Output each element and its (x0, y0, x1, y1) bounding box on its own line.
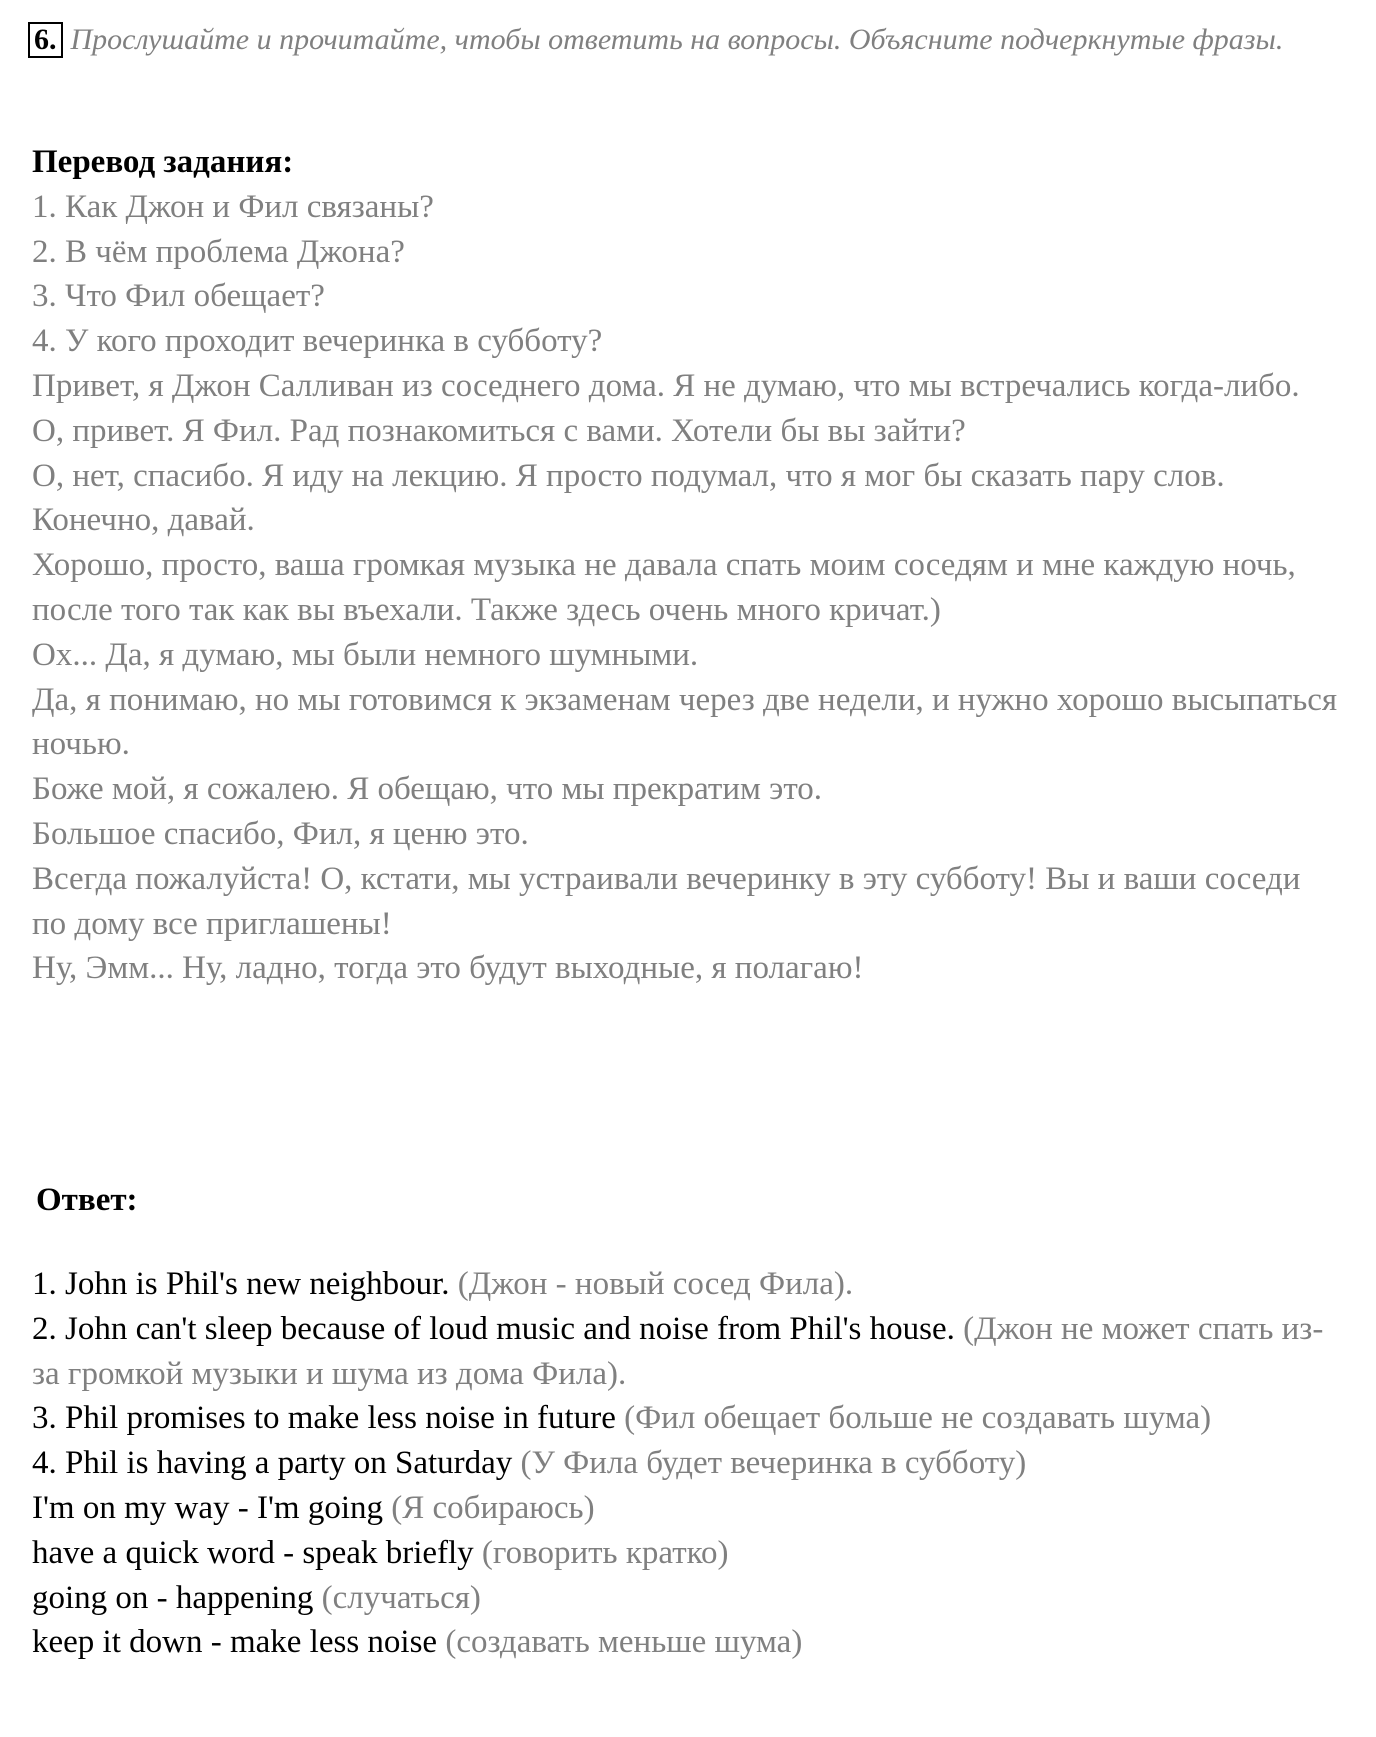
task-instruction: Прослушайте и прочитайте, чтобы ответить на вопросы. Объясните подчеркнутые фразы. (70, 23, 1284, 56)
translation-line: О, нет, спасибо. Я иду на лекцию. Я просто подумал, что я мог бы сказать пару слов. (32, 457, 1225, 494)
translation-line: 3. Что Фил обещает? (32, 278, 325, 315)
translation-line: 4. У кого проходит вечеринка в субботу? (32, 323, 603, 360)
task-number: 6. (28, 22, 63, 58)
answer-item: going on - happening (случаться) (32, 1579, 481, 1616)
translation-line: Конечно, давай. (32, 502, 255, 539)
translation-line: О, привет. Я Фил. Рад познакомиться с вами. Хотели бы вы зайти? (32, 412, 966, 449)
answer-item: 4. Phil is having a party on Saturday (У Фила будет вечеринка в субботу) (32, 1445, 1027, 1482)
translation-line: Да, я понимаю, но мы готовимся к экзаменам через две недели, и нужно хорошо высыпаться ночью. (32, 681, 1338, 763)
translation-line: 2. В чём проблема Джона? (32, 233, 405, 270)
answer-item: 3. Phil promises to make less noise in future (Фил обещает больше не создавать шума) (32, 1400, 1212, 1437)
task-header (28, 20, 1328, 60)
translation-heading: Перевод задания: (32, 144, 294, 180)
translation-line: Всегда пожалуйста! О, кстати, мы устраивали вечеринку в эту субботу! Вы и ваши соседи по дому все приглашены! (32, 860, 1301, 942)
answer-section (32, 1262, 1342, 1665)
translation-line: Ну, Эмм... Ну, ладно, тогда это будут выходные, я полагаю! (32, 950, 864, 987)
translation-line: Ох... Да, я думаю, мы были немного шумными. (32, 636, 699, 673)
answer-item: 1. John is Phil's new neighbour. (Джон - новый сосед Фила). (32, 1266, 854, 1302)
answer-heading: Ответ: (36, 1182, 138, 1218)
answer-item: have a quick word - speak briefly (говорить кратко) (32, 1534, 729, 1571)
translation-section (32, 140, 1342, 991)
translation-line: Большое спасибо, Фил, я ценю это. (32, 815, 529, 852)
translation-line: 1. Как Джон и Фил связаны? (32, 188, 434, 225)
answer-item: I'm on my way - I'm going (Я собираюсь) (32, 1489, 595, 1526)
translation-line: Хорошо, просто, ваша громкая музыка не давала спать моим соседям и мне каждую ночь, после того так как вы въехали. Также здесь очень много кричат.) (32, 547, 1296, 628)
answer-item: keep it down - make less noise (создавать меньше шума) (32, 1624, 803, 1661)
answer-item: 2. John can't sleep because of loud music and noise from Phil's house. (Джон не может спать из-за громкой музыки и шума из дома Фила). (32, 1310, 1324, 1392)
translation-line: Привет, я Джон Салливан из соседнего дома. Я не думаю, что мы встречались когда-либо. (32, 367, 1300, 404)
translation-line: Боже мой, я сожалею. Я обещаю, что мы прекратим это. (32, 771, 823, 808)
